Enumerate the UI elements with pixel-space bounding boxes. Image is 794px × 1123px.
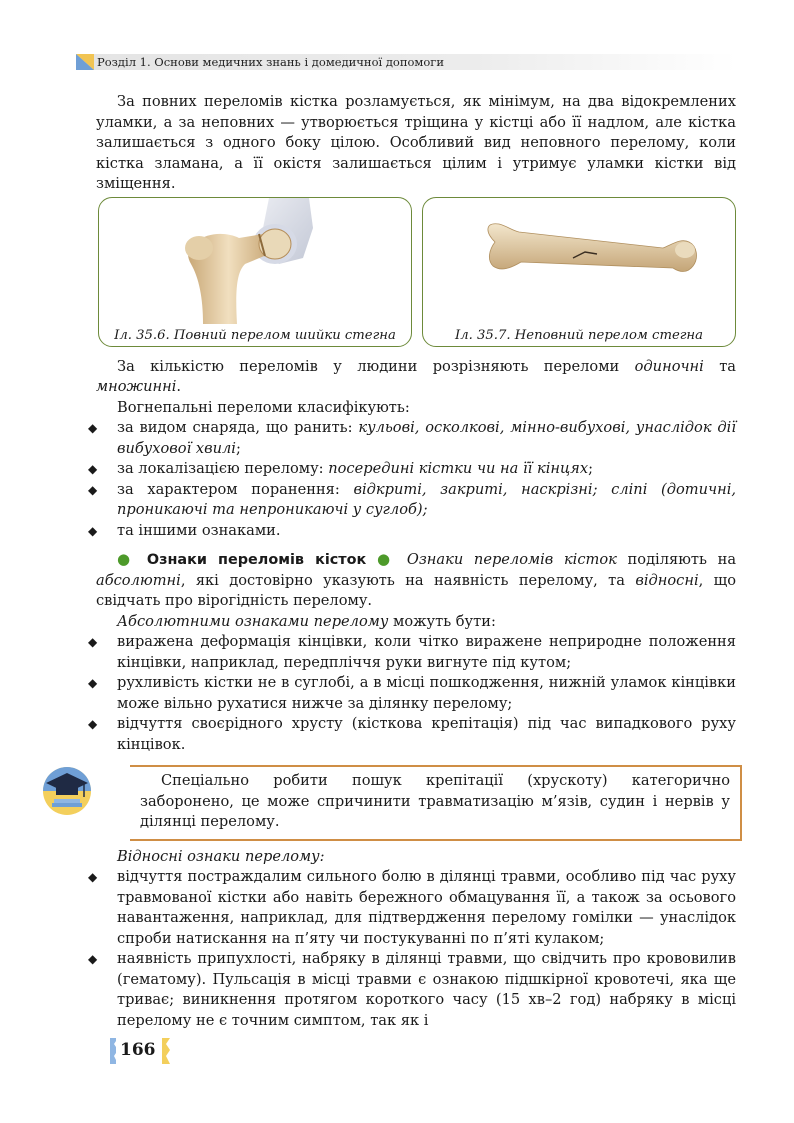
header-title: Розділ 1. Основи медичних знань і домедичної допомоги (97, 55, 444, 69)
figure-35-6 (98, 197, 412, 347)
bullet-icon: ◆ (88, 523, 98, 538)
paragraph-fracture-count: За кількістю переломів у людини розрізняють переломи одиночні та множинні. (96, 357, 736, 395)
bullet-icon: ◆ (88, 676, 98, 690)
list-item: ◆ відчуття постраждалим сильного болю в ділянці травми, особливо під час руху травмованої кістки або навіть бережного обмацування її, а також за осьового навантаження, наприклад, для підтвердження перелому гомілки — унаслідок спроби натискання на п’яту чи постукуванні по п’яті кулаком; (88, 868, 736, 947)
bullet-icon: ◆ (88, 717, 98, 731)
warning-note (130, 765, 742, 841)
header-corner-icon (76, 54, 94, 70)
paragraph-absolute-lead: Абсолютними ознаками перелому можуть бути: (117, 612, 496, 630)
list-item: ◆ за видом снаряда, що ранить: кульові, осколкові, мінно-вибухові, унаслідок дії вибухової хвилі; (88, 419, 737, 457)
page-number-badge (108, 1036, 172, 1066)
femur-incomplete-fracture-illustration (423, 198, 735, 324)
bullet-icon: ◆ (88, 952, 98, 966)
list-item: ◆ та іншими ознаками. (96, 521, 736, 542)
paragraph-gunshot-intro: Вогнепальні переломи класифікують: (117, 398, 410, 416)
bullet-icon: ◆ (88, 870, 98, 884)
figure-caption: Іл. 35.7. Неповний перелом стегна (455, 327, 703, 343)
figures-row (96, 197, 736, 353)
page-content (88, 92, 737, 1031)
note-text: Спеціально робити пошук крепітації (хрускоту) категорично заборонено, це може спричинити травматизацію м’язів, судин і нервів у ділянці перелому. (140, 772, 730, 830)
bullet-icon: ◆ (88, 482, 98, 497)
paragraph-fracture-types: За повних переломів кістка розламується, як мінімум, на два відокремлених уламки, а за неповних — утворюється тріщина у кістці або її надлом, але кістка залишається з одного боку цілою. Особливий вид неповного перелому, коли кістка зламана, а її окістя залишається цілим і утримує уламки кістки від зміщення. (96, 93, 736, 192)
list-item: ◆ за характером поранення: відкриті, закриті, наскрізні; сліпі (дотичні, проникаючі та непроникаючі у суглоб); (88, 480, 737, 518)
list-item: ◆ рухливість кістки не в суглобі, а в місці пошкодження, нижній уламок кінцівки може вільно рухатися нижче за ділянку перелому; (88, 674, 736, 712)
relative-signs-list (88, 867, 736, 1031)
list-item: ◆ виражена деформація кінцівки, коли чітко виражене неприродне положення кінцівки, наприклад, передпліччя руки вигнуте під кутом; (88, 633, 736, 671)
green-dot-icon: ● (377, 550, 397, 568)
green-dot-icon: ● (117, 550, 137, 568)
paragraph-signs-intro: ● Ознаки переломів кісток ● Ознаки переломів кісток поділяють на абсолютні, які достовірно указують на наявність перелому, та відносні, що свідчать про вірогідність перелому. (96, 550, 737, 609)
absolute-signs-list (88, 632, 736, 755)
bullet-icon: ◆ (88, 421, 98, 435)
gunshot-classification-list (88, 418, 737, 541)
figure-caption: Іл. 35.6. Повний перелом шийки стегна (114, 327, 396, 343)
list-item: ◆ відчуття своєрідного хрусту (кісткова крепітація) під час випадкового руху кінцівок. (88, 715, 736, 753)
list-item: ◆ за локалізацією перелому: посередині кістки чи на її кінцях; (96, 459, 736, 480)
graduation-cap-icon (40, 761, 94, 819)
bullet-icon: ◆ (88, 635, 98, 649)
running-header (76, 54, 736, 70)
bullet-icon: ◆ (88, 462, 98, 476)
list-item: ◆ наявність припухлості, набряку в ділянці травми, що свідчить про крововилив (гематому). Пульсація в місці травми є ознакою підшкірної кровотечі, яка ще триває; виникнення протягом короткого часу (15 хв–2 год) набряку в місці перелому не є точним симптом, так як і (88, 950, 736, 1029)
paragraph-relative-lead: Відносні ознаки перелому: (117, 847, 325, 865)
section-heading: Ознаки переломів кісток (146, 552, 367, 568)
figure-35-7 (422, 197, 736, 347)
femur-neck-fracture-illustration (99, 198, 411, 324)
page-number: 166 (120, 1040, 156, 1060)
